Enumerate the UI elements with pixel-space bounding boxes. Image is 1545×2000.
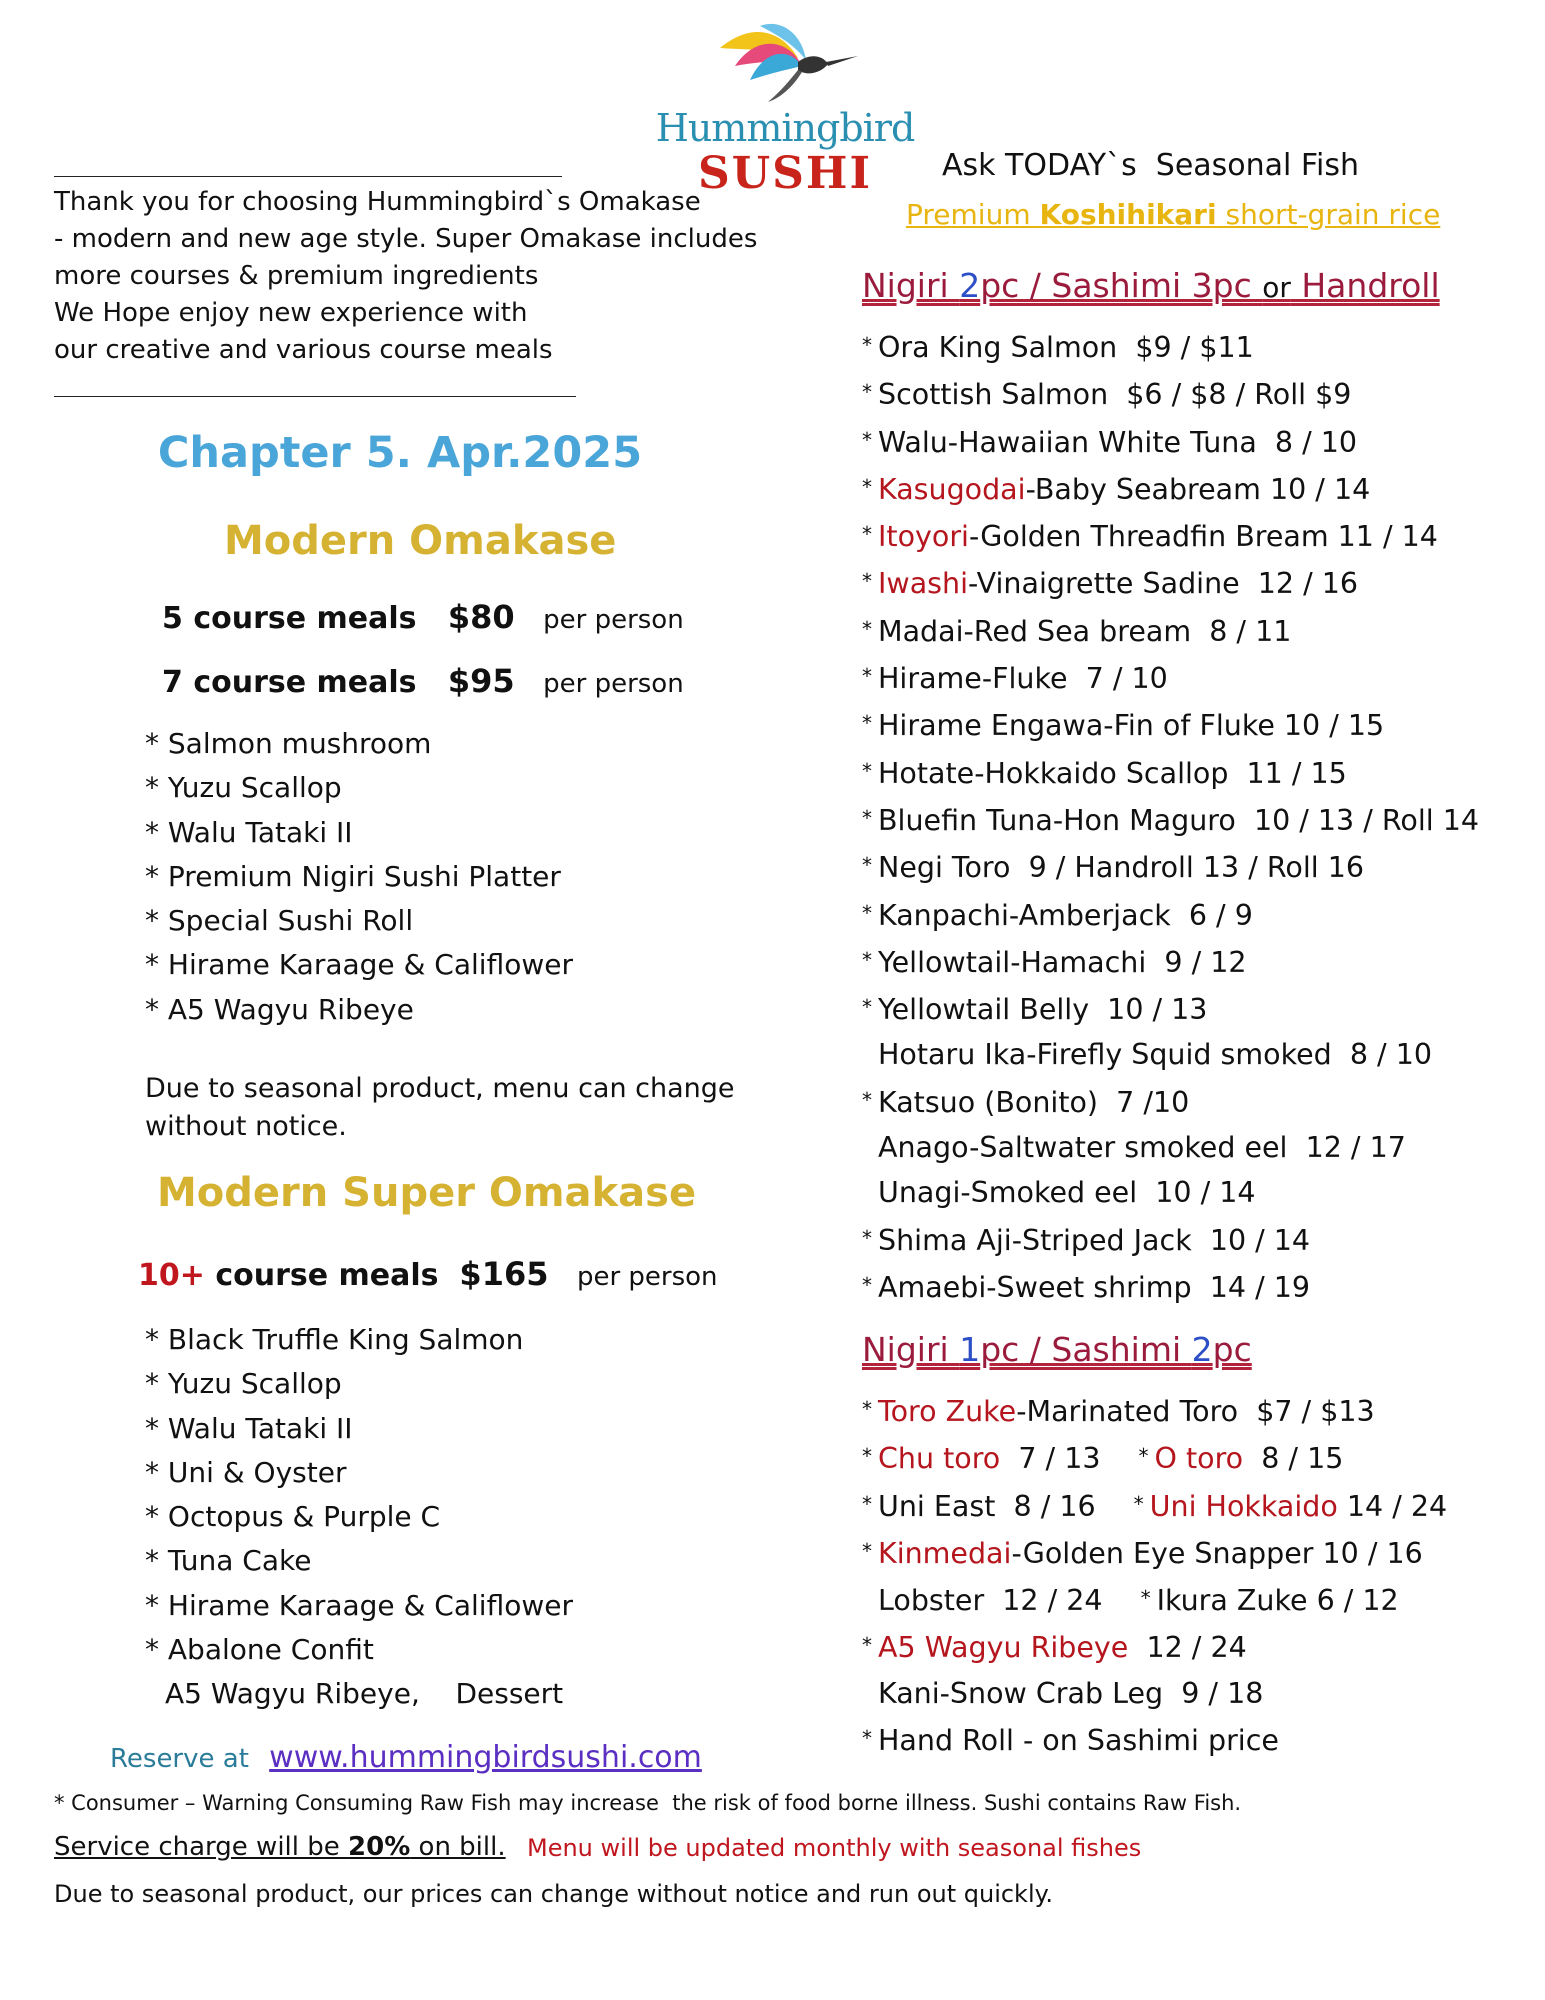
star-icon: * bbox=[862, 758, 872, 783]
heading-part: Nigiri bbox=[862, 1330, 960, 1369]
dish-item: * Premium Nigiri Sushi Platter bbox=[145, 859, 561, 893]
raw-fish-warning: * Consumer – Warning Consuming Raw Fish may increase the risk of food borne illness. Sushi contains Raw Fish. bbox=[54, 1791, 1242, 1815]
logo-brand-top: Hummingbird bbox=[655, 106, 915, 150]
chapter-title: Chapter 5. Apr.2025 bbox=[157, 428, 643, 478]
star-icon: * bbox=[1140, 1586, 1151, 1611]
star-icon: * bbox=[862, 1538, 872, 1563]
fish-desc: Negi Toro 9 / Handroll 13 / Roll 16 bbox=[878, 851, 1365, 885]
fish-desc: Kanpachi-Amberjack 6 / 9 bbox=[878, 898, 1253, 932]
fish-row bbox=[862, 843, 1479, 890]
star-icon: * bbox=[862, 664, 872, 689]
star-icon: * bbox=[862, 616, 872, 641]
fish-row bbox=[862, 985, 1479, 1032]
dish-item: * Salmon mushroom bbox=[145, 727, 432, 760]
note-line: without notice. bbox=[145, 1111, 347, 1142]
fish-desc: Hirame Engawa-Fin of Fluke 10 / 15 bbox=[878, 709, 1385, 743]
premium-rice-line bbox=[906, 198, 1440, 231]
modern-omakase-title: Modern Omakase bbox=[224, 518, 617, 564]
fish-row bbox=[862, 1434, 1447, 1481]
star-icon: * bbox=[862, 805, 872, 830]
star-icon: * bbox=[862, 569, 872, 594]
fish-row bbox=[862, 1125, 1479, 1170]
dish-item: A5 Wagyu Ribeye, Dessert bbox=[165, 1677, 564, 1711]
reserve-line bbox=[110, 1740, 702, 1775]
fish-desc: Yellowtail-Hamachi 9 / 12 bbox=[878, 945, 1247, 979]
fish-row bbox=[862, 1671, 1447, 1716]
super-omakase-title: Modern Super Omakase bbox=[157, 1170, 697, 1216]
fish-row bbox=[862, 796, 1479, 843]
heading-part: Handroll bbox=[1290, 266, 1440, 305]
star-icon: * bbox=[862, 1444, 872, 1469]
fish-row bbox=[862, 1170, 1479, 1215]
course-label: course meals bbox=[215, 1258, 439, 1293]
fish-row bbox=[862, 512, 1479, 559]
fish-name: Itoyori bbox=[878, 520, 969, 554]
fish-desc: Anago-Saltwater smoked eel 12 / 17 bbox=[878, 1131, 1406, 1165]
service-pre: Service charge will be bbox=[54, 1832, 349, 1862]
fish-desc: Bluefin Tuna-Hon Maguro 10 / 13 / Roll 14 bbox=[878, 803, 1480, 837]
intro-line: - modern and new age style. Super Omakase includes bbox=[54, 224, 758, 254]
course-count: 10+ bbox=[138, 1258, 205, 1293]
service-percent: 20% bbox=[348, 1832, 411, 1862]
star-icon: * bbox=[862, 947, 872, 972]
star-icon: * bbox=[862, 1726, 872, 1751]
menu-updated-note: Menu will be updated monthly with seasonal fishes bbox=[527, 1834, 1142, 1862]
dish-item: * Walu Tataki II bbox=[145, 815, 353, 849]
fish-desc: Hotaru Ika-Firefly Squid smoked 8 / 10 bbox=[878, 1038, 1432, 1072]
section1-heading bbox=[862, 266, 1440, 305]
star-icon: * bbox=[862, 427, 872, 452]
fish-row bbox=[862, 701, 1479, 748]
fish-desc: Madai-Red Sea bream 8 / 11 bbox=[878, 614, 1292, 648]
course-price: $95 bbox=[447, 662, 515, 700]
heading-part: Nigiri bbox=[862, 266, 960, 305]
star-icon: * bbox=[862, 380, 872, 405]
dish-item: * Yuzu Scallop bbox=[145, 771, 342, 805]
dish-item: * Hirame Karaage & Califlower bbox=[145, 948, 573, 982]
fish-desc: Ikura Zuke 6 / 12 bbox=[1156, 1584, 1399, 1618]
fish-row bbox=[862, 654, 1479, 701]
fish-row bbox=[862, 1078, 1479, 1125]
premium-post: short-grain rice bbox=[1216, 198, 1441, 231]
fish-name: O toro bbox=[1154, 1442, 1244, 1476]
fish-desc: Uni East 8 / 16 bbox=[878, 1489, 1096, 1523]
fish-row bbox=[862, 418, 1479, 465]
star-icon: * bbox=[862, 474, 872, 499]
star-icon: * bbox=[862, 333, 872, 357]
fish-row bbox=[862, 1482, 1447, 1529]
dish-item: * Black Truffle King Salmon bbox=[145, 1323, 524, 1356]
fish-row bbox=[862, 559, 1479, 606]
fish-desc: Hotate-Hokkaido Scallop 11 / 15 bbox=[878, 756, 1347, 790]
fish-row bbox=[862, 1623, 1447, 1670]
fish-desc: Yellowtail Belly 10 / 13 bbox=[878, 993, 1208, 1027]
fish-desc: Shima Aji-Striped Jack 10 / 14 bbox=[878, 1223, 1311, 1257]
star-icon: * bbox=[862, 1087, 872, 1112]
premium-pre: Premium bbox=[906, 198, 1040, 231]
star-icon: * bbox=[862, 1272, 872, 1297]
heading-num: 2 bbox=[1191, 1330, 1213, 1369]
fish-desc: 8 / 15 bbox=[1243, 1442, 1344, 1476]
fish-desc: Walu-Hawaiian White Tuna 8 / 10 bbox=[878, 425, 1358, 459]
fish-desc: Amaebi-Sweet shrimp 14 / 19 bbox=[878, 1270, 1311, 1304]
intro-line: We Hope enjoy new experience with bbox=[54, 298, 528, 328]
fish-row bbox=[862, 891, 1479, 938]
dish-item: * Walu Tataki II bbox=[145, 1411, 353, 1445]
heading-part: pc bbox=[1212, 1330, 1252, 1369]
star-icon: * bbox=[862, 995, 872, 1020]
course-price: $165 bbox=[459, 1255, 549, 1293]
course-per: per person bbox=[576, 1262, 718, 1292]
hummingbird-icon bbox=[710, 18, 860, 118]
fish-name: Toro Zuke bbox=[878, 1395, 1017, 1428]
section2-list bbox=[862, 1387, 1447, 1763]
fish-desc: Hirame-Fluke 7 / 10 bbox=[878, 662, 1168, 696]
fish-row bbox=[862, 323, 1479, 370]
logo bbox=[640, 18, 930, 199]
fish-desc: Scottish Salmon $6 / $8 / Roll $9 bbox=[878, 378, 1352, 412]
intro-line: Thank you for choosing Hummingbird`s Omakase bbox=[54, 187, 701, 217]
fish-desc: Ora King Salmon $9 / $11 bbox=[878, 331, 1254, 364]
fish-desc: -Golden Eye Snapper 10 / 16 bbox=[1011, 1536, 1423, 1570]
course-label: 7 course meals bbox=[162, 665, 417, 700]
fish-desc: 7 / 13 bbox=[1000, 1442, 1101, 1476]
intro-bottom-rule bbox=[54, 396, 576, 397]
fish-desc: Lobster 12 / 24 bbox=[878, 1584, 1103, 1618]
reserve-label: Reserve at bbox=[110, 1744, 249, 1774]
dish-item: * Yuzu Scallop bbox=[145, 1367, 342, 1401]
star-icon: * bbox=[862, 1225, 872, 1250]
fish-name: Iwashi bbox=[878, 567, 969, 601]
price-change-note: Due to seasonal product, our prices can change without notice and run out quickly. bbox=[54, 1880, 1054, 1908]
dish-item: * Uni & Oyster bbox=[145, 1455, 347, 1489]
note-line: Due to seasonal product, menu can change bbox=[145, 1073, 735, 1104]
star-icon: * bbox=[862, 522, 872, 547]
fish-desc: Katsuo (Bonito) 7 /10 bbox=[878, 1085, 1190, 1119]
fish-desc: Unagi-Smoked eel 10 / 14 bbox=[878, 1176, 1256, 1210]
section2-heading bbox=[862, 1330, 1252, 1369]
star-icon: * bbox=[1138, 1444, 1149, 1469]
fish-row bbox=[862, 1032, 1479, 1077]
fish-desc: -Golden Threadfin Bream 11 / 14 bbox=[968, 520, 1438, 554]
fish-name: Chu toro bbox=[878, 1442, 1001, 1476]
fish-name: Kasugodai bbox=[878, 472, 1026, 506]
fish-row bbox=[862, 370, 1479, 417]
fish-row bbox=[862, 938, 1479, 985]
fish-row bbox=[862, 1263, 1479, 1310]
star-icon: * bbox=[862, 1491, 872, 1516]
intro-line: our creative and various course meals bbox=[54, 335, 553, 365]
fish-desc: Kani-Snow Crab Leg 9 / 18 bbox=[878, 1676, 1264, 1710]
fish-name: Kinmedai bbox=[878, 1536, 1012, 1570]
intro-top-rule bbox=[54, 176, 562, 177]
logo-brand-bottom: SUSHI bbox=[697, 148, 873, 199]
fish-name: Uni Hokkaido bbox=[1149, 1489, 1338, 1523]
heading-num: 1 bbox=[959, 1330, 981, 1369]
course-per: per person bbox=[543, 605, 684, 635]
course-7 bbox=[162, 662, 684, 700]
service-post: on bill. bbox=[410, 1832, 506, 1862]
course-10 bbox=[138, 1255, 718, 1293]
intro-text bbox=[54, 184, 757, 369]
course-per: per person bbox=[543, 669, 684, 699]
star-icon: * bbox=[1133, 1491, 1144, 1516]
star-icon: * bbox=[862, 1397, 872, 1421]
fish-desc: -Marinated Toro $7 / $13 bbox=[1016, 1395, 1375, 1428]
fish-desc: Hand Roll - on Sashimi price bbox=[878, 1724, 1279, 1758]
dish-item: * A5 Wagyu Ribeye bbox=[145, 992, 414, 1026]
intro-line: more courses & premium ingredients bbox=[54, 261, 539, 291]
course-price: $80 bbox=[447, 598, 515, 636]
fish-row bbox=[862, 1529, 1447, 1576]
heading-part: pc / Sashimi 3pc bbox=[980, 266, 1263, 305]
fish-row bbox=[862, 1216, 1479, 1263]
course-5 bbox=[162, 598, 684, 636]
star-icon: * bbox=[862, 1633, 872, 1658]
fish-row bbox=[862, 1387, 1447, 1434]
fish-desc: -Vinaigrette Sadine 12 / 16 bbox=[968, 567, 1359, 601]
section1-list bbox=[862, 323, 1479, 1310]
dish-item: * Abalone Confit bbox=[145, 1633, 374, 1667]
fish-desc: 12 / 24 bbox=[1128, 1631, 1247, 1665]
website-link[interactable]: www.hummingbirdsushi.com bbox=[269, 1740, 702, 1775]
fish-row bbox=[862, 1576, 1447, 1623]
dish-item: * Special Sushi Roll bbox=[145, 904, 414, 938]
dish-item: * Octopus & Purple C bbox=[145, 1500, 441, 1534]
ask-seasonal-fish: Ask TODAY`s Seasonal Fish bbox=[942, 148, 1359, 183]
modern-note bbox=[145, 1070, 735, 1146]
fish-row bbox=[862, 749, 1479, 796]
fish-desc: 14 / 24 bbox=[1337, 1489, 1448, 1523]
fish-row bbox=[862, 1716, 1447, 1763]
fish-row bbox=[862, 607, 1479, 654]
fish-name: A5 Wagyu Ribeye bbox=[878, 1631, 1129, 1665]
star-icon: * bbox=[862, 853, 872, 878]
course-label: 5 course meals bbox=[162, 601, 417, 636]
star-icon: * bbox=[862, 900, 872, 925]
modern-dish-list bbox=[145, 722, 573, 1032]
dish-item: * Tuna Cake bbox=[145, 1544, 312, 1578]
heading-part: pc / Sashimi bbox=[980, 1330, 1192, 1369]
fish-desc: -Baby Seabream 10 / 14 bbox=[1025, 472, 1371, 506]
fish-row bbox=[862, 465, 1479, 512]
super-dish-list bbox=[145, 1318, 573, 1717]
dish-item: * Hirame Karaage & Califlower bbox=[145, 1588, 573, 1622]
service-charge bbox=[54, 1832, 506, 1862]
premium-bold: Koshihikari bbox=[1039, 198, 1217, 231]
heading-or: or bbox=[1262, 271, 1291, 304]
star-icon: * bbox=[862, 711, 872, 736]
heading-num: 2 bbox=[959, 266, 981, 305]
